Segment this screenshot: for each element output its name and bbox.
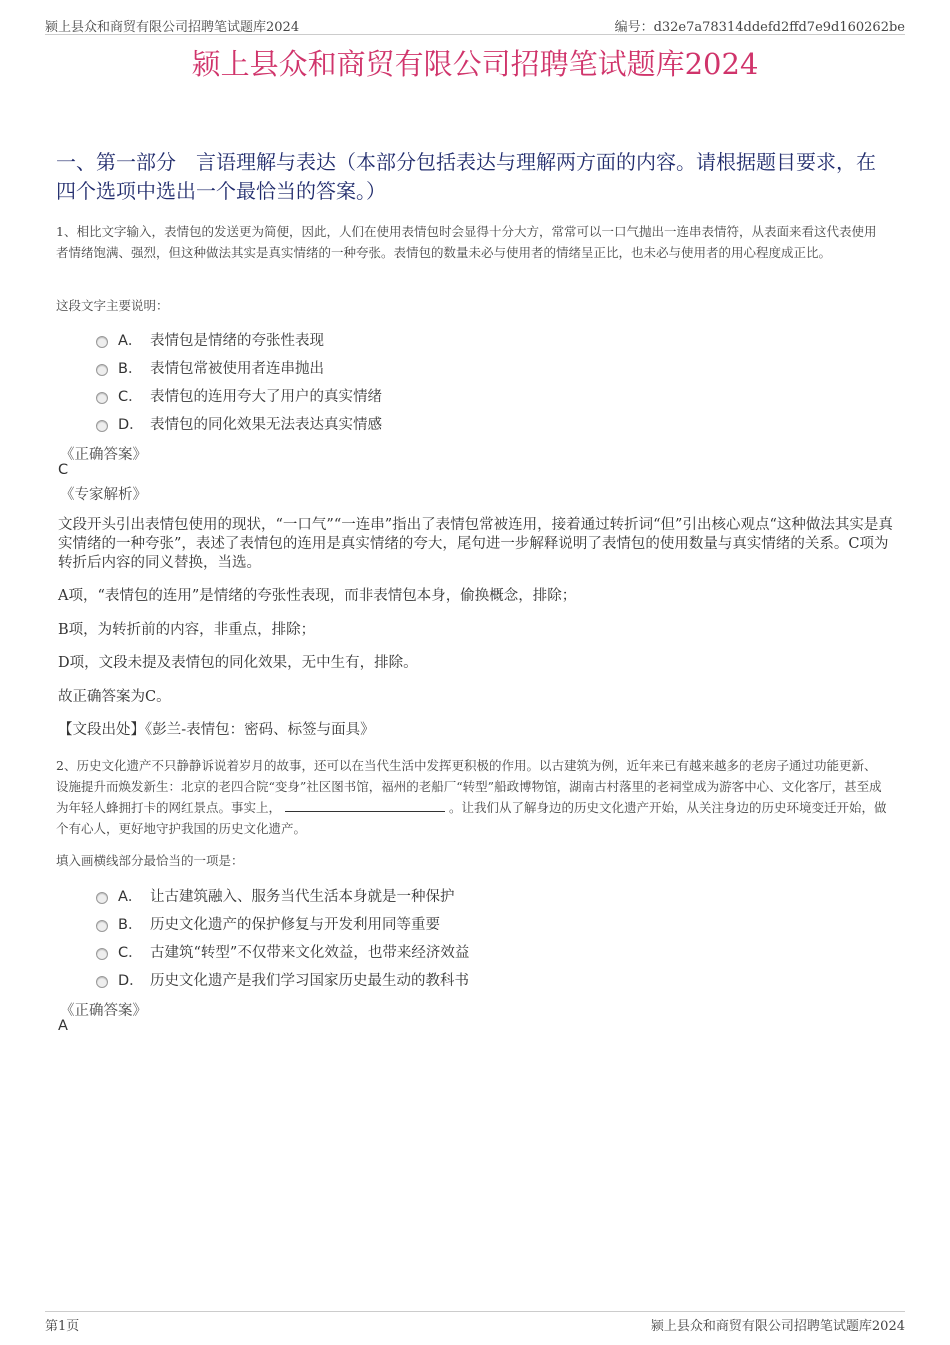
page-title: 颍上县众和商贸有限公司招聘笔试题库2024 (191, 47, 759, 81)
question-2-option-c[interactable]: C． 古建筑“转型”不仅带来文化效益，也带来经济效益 (96, 937, 469, 965)
header-doc-title: 颍上县众和商贸有限公司招聘笔试题库2024 (45, 20, 300, 35)
question-1-answer-label: 《正确答案》 (60, 447, 147, 463)
analysis-paragraph: 故正确答案为C。 (58, 689, 171, 705)
question-2-option-d[interactable]: D． 历史文化遗产是我们学习国家历史最生动的教科书 (96, 965, 469, 993)
question-1-option-a[interactable]: A． 表情包是情绪的夸张性表现 (96, 325, 382, 353)
question-2-answer-label: 《正确答案》 (60, 1003, 147, 1019)
radio-icon[interactable] (96, 892, 108, 904)
question-1-analysis-label: 《专家解析》 (60, 487, 147, 503)
question-2-option-a[interactable]: A． 让古建筑融入、服务当代生活本身就是一种保护 (96, 881, 469, 909)
question-1-option-c[interactable]: C． 表情包的连用夸大了用户的真实情绪 (96, 381, 382, 409)
analysis-source: 【文段出处】《彭兰-表情包：密码、标签与面具》 (58, 722, 375, 738)
analysis-paragraph: A项，“表情包的连用”是情绪的夸张性表现，而非表情包本身，偷换概念，排除； (58, 588, 577, 604)
section-heading: 一、第一部分 言语理解与表达（本部分包括表达与理解两方面的内容。请根据题目要求，在四个选项中选出一个最恰当的答案。） (56, 150, 876, 203)
radio-icon[interactable] (96, 392, 108, 404)
fill-blank (285, 799, 445, 812)
page-footer (45, 1311, 905, 1334)
radio-icon[interactable] (96, 420, 108, 432)
analysis-paragraph: B项，为转折前的内容，非重点，排除； (58, 622, 316, 638)
question-1-text: 1、相比文字输入，表情包的发送更为简便，因此，人们在使用表情包时会显得十分大方，常常可以一口气抛出一连串表情符，从表面来看这代表使用者情绪饱满、强烈，但这种做法其实是真实情绪的一种夸张。表情包的数量未必与使用者的情绪呈正比，也未必与使用者的用心程度成正比。 (56, 224, 877, 260)
header-doc-id: 编号：d32e7a78314ddefd2ffd7e9d160262be (614, 20, 905, 35)
radio-icon[interactable] (96, 976, 108, 988)
radio-icon[interactable] (96, 336, 108, 348)
question-2-options (96, 881, 469, 993)
question-1-option-b[interactable]: B． 表情包常被使用者连串抛出 (96, 353, 382, 381)
question-2-prompt: 填入画横线部分最恰当的一项是： (56, 853, 244, 868)
page-number: 第1页 (45, 1319, 80, 1334)
question-1-options (96, 325, 382, 437)
radio-icon[interactable] (96, 364, 108, 376)
footer-doc-title: 颍上县众和商贸有限公司招聘笔试题库2024 (650, 1319, 905, 1334)
analysis-paragraph: 文段开头引出表情包使用的现状，“一口气”“一连串”指出了表情包常被连用，接着通过转折词“但”引出核心观点“这种做法其实是真实情绪的一种夸张”，表述了表情包的连用是真实情绪的夸大，尾句进一步解释说明了表情包的使用数量与真实情绪的关系。C项为转折后内容的同义替换，当选。 (58, 517, 893, 571)
page-header (45, 14, 905, 35)
radio-icon[interactable] (96, 920, 108, 932)
question-1-option-d[interactable]: D． 表情包的同化效果无法表达真实情感 (96, 409, 382, 437)
question-2-option-b[interactable]: B． 历史文化遗产的保护修复与开发利用同等重要 (96, 909, 469, 937)
analysis-paragraph: D项，文段未提及表情包的同化效果，无中生有，排除。 (58, 655, 418, 671)
question-2-text: 2、历史文化遗产不只静静诉说着岁月的故事，还可以在当代生活中发挥更积极的作用。以古建筑为例，近年来已有越来越多的老房子通过功能更新、设施提升而焕发新生：北京的老四合院“变身”社区图书馆，福州的老船厂“转型”船政博物馆，湖南古村落里的老祠堂成为游客中心、文化客厅，甚至成为年轻人蜂拥打卡的网红景点。事实上， 。让我们从了解身边的历史文化遗产开始，从关注身边的历史环境变迁开始，做个有心人，更好地守护我国的历史文化遗产。 (56, 758, 887, 836)
question-2-answer: A (58, 1018, 68, 1034)
question-1-answer: C (58, 462, 69, 478)
question-1-prompt: 这段文字主要说明： (56, 298, 169, 313)
radio-icon[interactable] (96, 948, 108, 960)
